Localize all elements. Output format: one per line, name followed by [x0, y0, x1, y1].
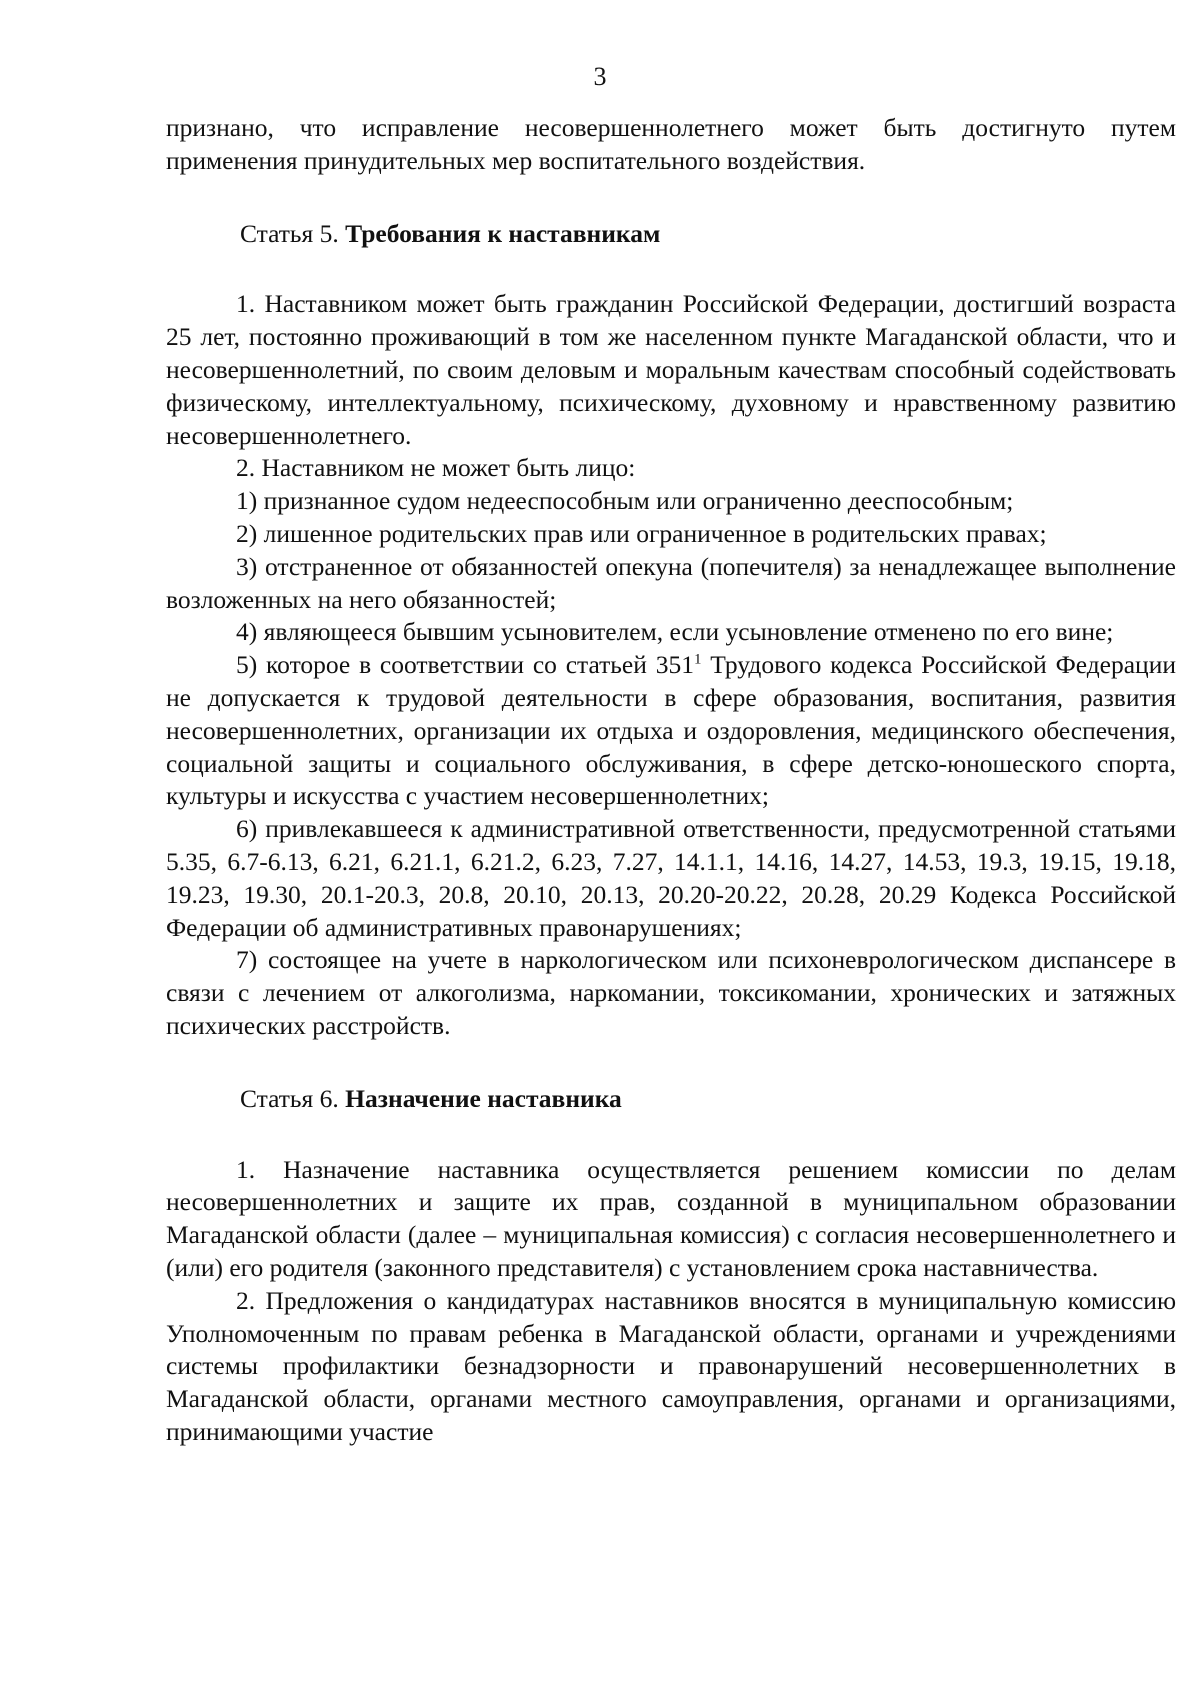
article-5-label: Статья 5.	[240, 218, 339, 248]
spacer	[166, 1116, 1176, 1154]
article-6-paragraph-2: 2. Предложения о кандидатурах наставников вносятся в муниципальную комиссию Уполномоченным по правам ребенка в Магаданской области, органами и учреждениями системы профилактики безнадзорности и правонарушений несовершеннолетних в Магаданской области, органами местного самоуправления, органами и организациями, принимающими участие	[166, 1285, 1176, 1446]
article-5-paragraph-2: 2. Наставником не может быть лицо:	[236, 453, 636, 483]
article-6-label: Статья 6.	[240, 1083, 339, 1113]
list-item: 7) состоящее на учете в наркологическом или психоневрологическом диспансере в связи с лечением от алкоголизма, наркомании, токсикомании, хронических и затяжных психических расстройств.	[166, 945, 1176, 1040]
list-item-5-start: 5) которое в соответствии со статьей 351	[236, 650, 694, 680]
spacer	[166, 178, 1176, 218]
list-item-5-rest: Трудового кодекса Российской Федерации не допускается к трудовой деятельности в сфере образования, воспитания, развития несовершеннолетних, организации их отдыха и оздоровления, медицинского обеспечения, социальной защиты и социального обслуживания, в сфере детско-юношеского спорта, культуры и искусства с участием несовершеннолетних;	[166, 650, 1176, 811]
article-5-paragraph-1: 1. Наставником может быть гражданин Российской Федерации, достигший возраста 25 лет, постоянно проживающий в том же населенном пункте Магаданской области, что и несовершеннолетний, по своим деловым и моральным качествам способный содействовать физическому, интеллектуальному, психическому, духовному и нравственному развитию несовершеннолетнего.	[166, 289, 1176, 450]
list-item: 6) привлекавшееся к административной ответственности, предусмотренной статьями 5.35, 6.7-6.13, 6.21, 6.21.1, 6.21.2, 6.23, 7.27, 14.1.1, 14.16, 14.27, 14.53, 19.3, 19.15, 19.18, 19.23, 19.30, 20.1-20.3, 20.8, 20.10, 20.13, 20.20-20.22, 20.28, 20.29 Кодекса Российской Федерации об административных правонарушениях;	[166, 814, 1176, 942]
list-item	[166, 649, 1176, 813]
document-body	[166, 112, 1176, 1449]
list-item: 2) лишенное родительских прав или ограниченное в родительских правах;	[236, 518, 1047, 548]
intro-paragraph: признано, что исправление несовершеннолетнего может быть достигнуто путем применения принудительных мер воспитательного воздействия.	[166, 113, 1176, 175]
page-number: 3	[593, 62, 607, 91]
article-6-heading	[166, 1083, 1176, 1116]
article-6-paragraph-1: 1. Назначение наставника осуществляется решением комиссии по делам несовершеннолетних и защите их прав, созданной в муниципальном образовании Магаданской области (далее – муниципальная комиссия) с согласия несовершеннолетнего и (или) его родителя (законного представителя) с установлением срока наставничества.	[166, 1154, 1176, 1282]
list-item: 4) являющееся бывшим усыновителем, если усыновление отменено по его вине;	[236, 617, 1114, 647]
article-6-title: Назначение наставника	[345, 1083, 622, 1113]
list-item: 3) отстраненное от обязанностей опекуна (попечителя) за ненадлежащее выполнение возложенных на него обязанностей;	[166, 551, 1176, 614]
spacer	[166, 250, 1176, 288]
article-5-title: Требования к наставникам	[345, 218, 661, 248]
article-5-heading	[166, 218, 1176, 251]
list-item: 1) признанное судом недееспособным или ограниченно дееспособным;	[236, 486, 1014, 516]
spacer	[166, 1043, 1176, 1083]
superscript-number: 1	[693, 651, 702, 668]
